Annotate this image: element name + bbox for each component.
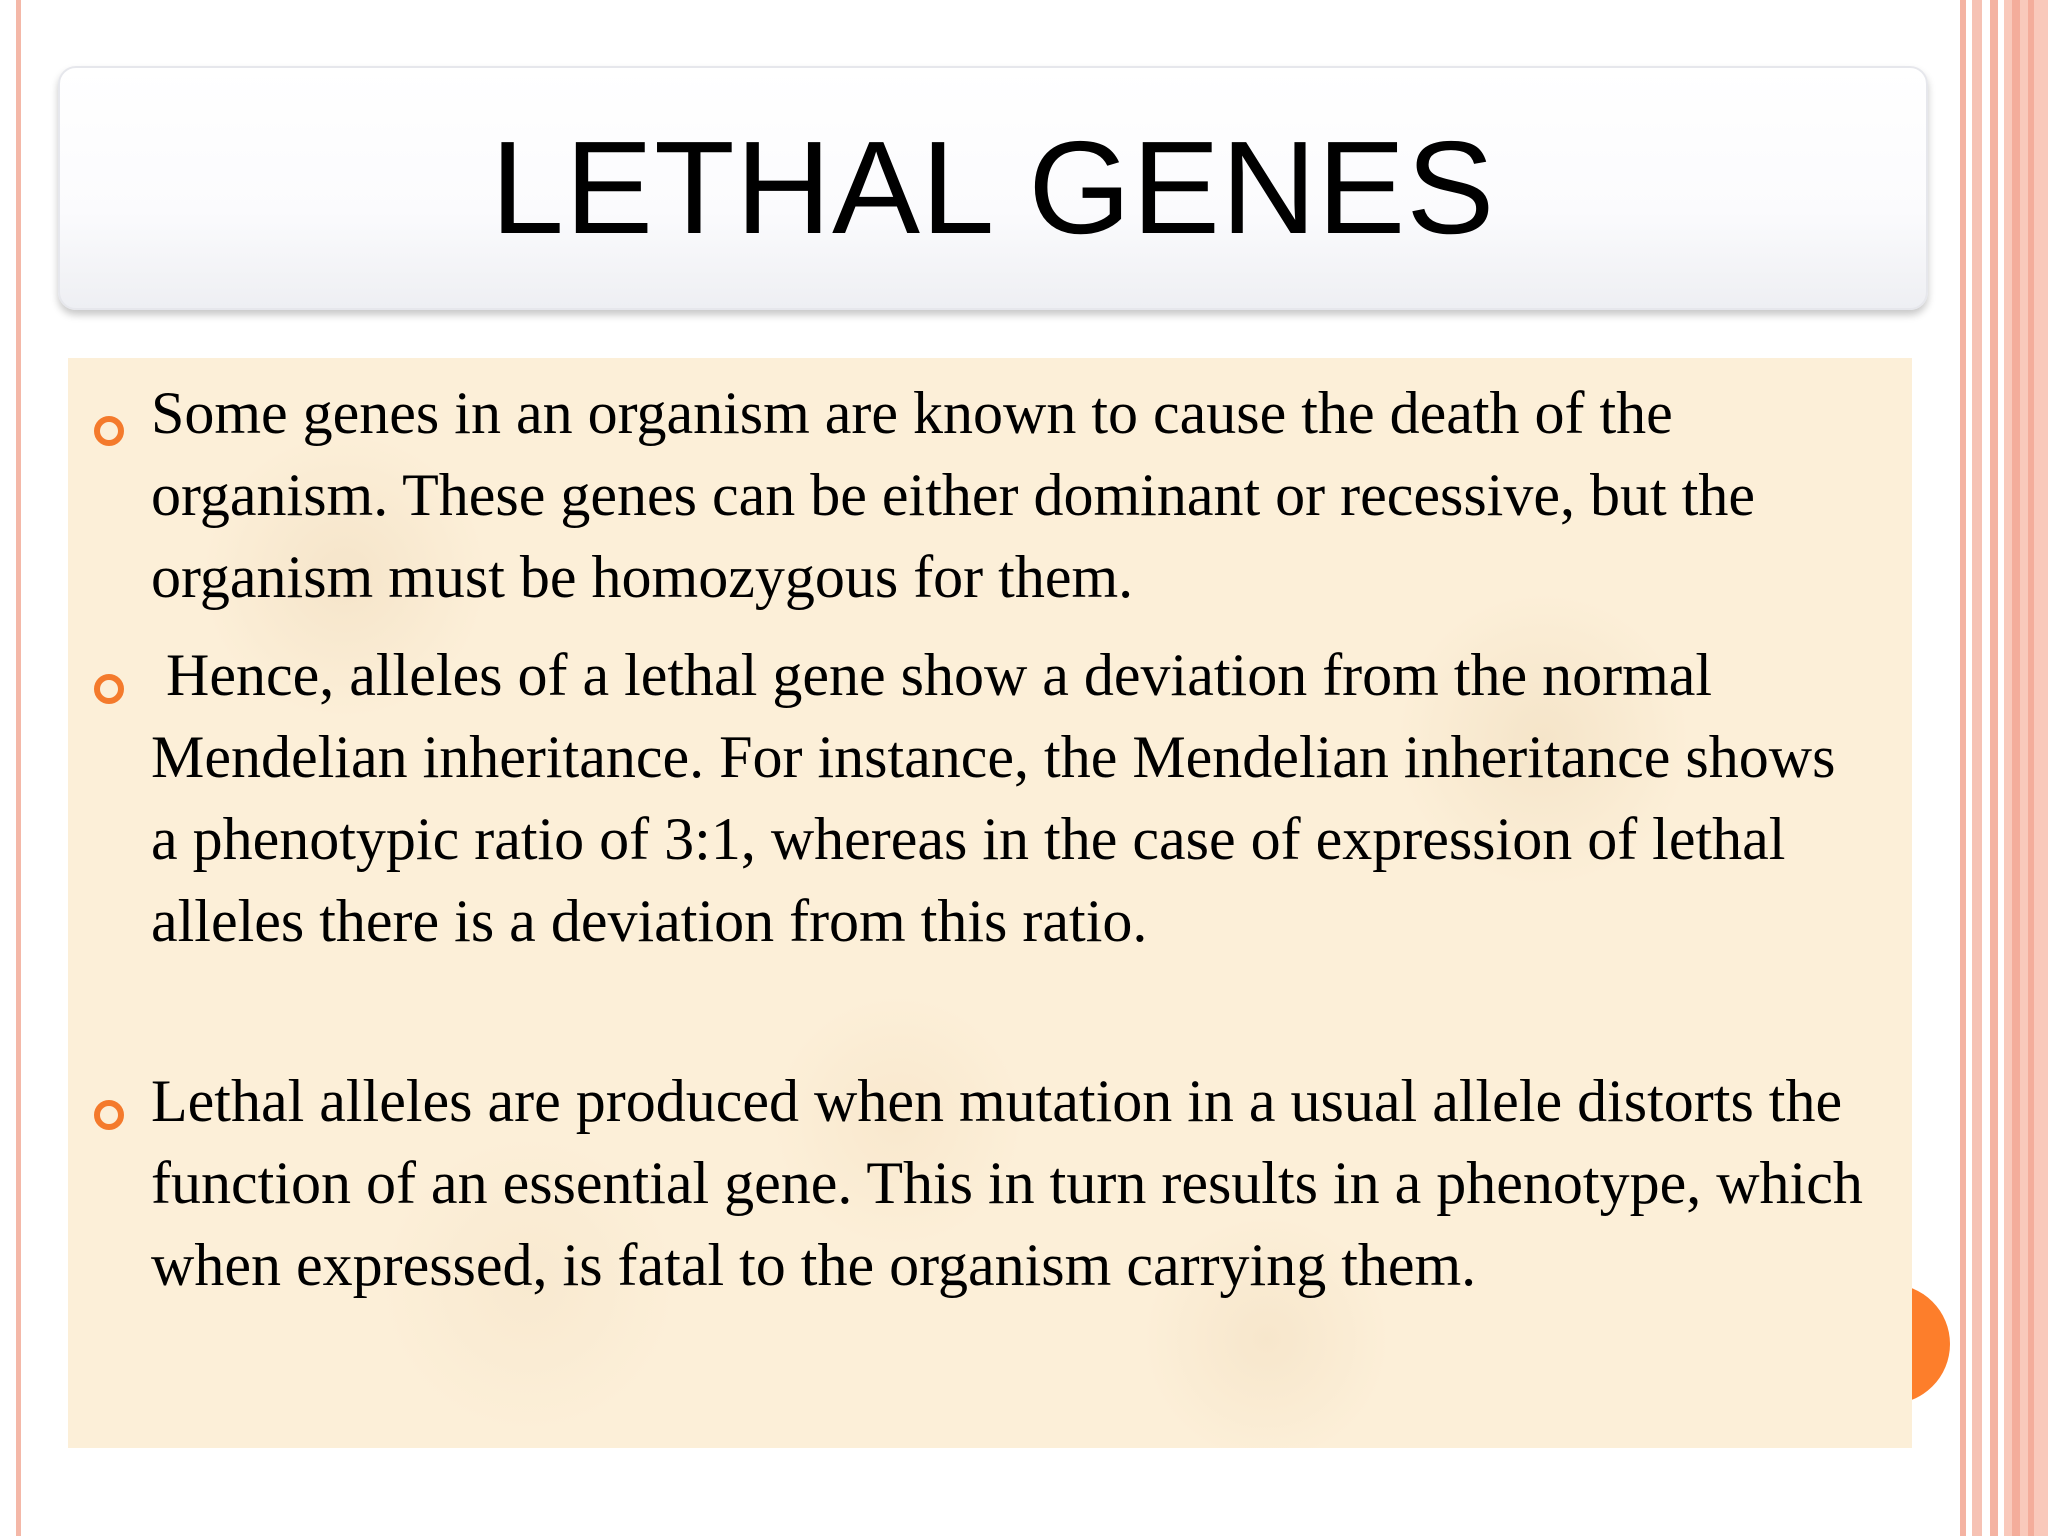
- bullet-text: Some genes in an organism are known to cause the death of the organism. These genes can be either dominant or recessive, but the organism must be homozygous for them.: [151, 380, 1755, 610]
- right-stripe: [1972, 0, 1982, 1536]
- right-stripe: [2028, 0, 2034, 1536]
- ring-bullet-icon: [94, 416, 124, 446]
- ring-bullet-icon: [94, 1100, 124, 1130]
- right-stripe: [1960, 0, 1966, 1536]
- bullet-text: Lethal alleles are produced when mutation in a usual allele distorts the function of an essential gene. This in turn results in a phenotype, which when expressed, is fatal to the organism carrying them.: [151, 1068, 1863, 1298]
- slide-title: LETHAL GENES: [490, 114, 1496, 261]
- right-stripe: [2012, 0, 2020, 1536]
- right-stripe: [2004, 0, 2048, 1536]
- right-stripe: [1990, 0, 1998, 1536]
- ring-bullet-icon: [94, 674, 124, 704]
- left-border-line: [16, 0, 21, 1536]
- bullet-text: Hence, alleles of a lethal gene show a deviation from the normal Mendelian inheritance. For instance, the Mendelian inheritance shows a phenotypic ratio of 3:1, whereas in the case of expression of lethal alleles there is a deviation from this ratio.: [151, 642, 1851, 954]
- title-box: [58, 66, 1928, 310]
- content-box: [68, 358, 1912, 1448]
